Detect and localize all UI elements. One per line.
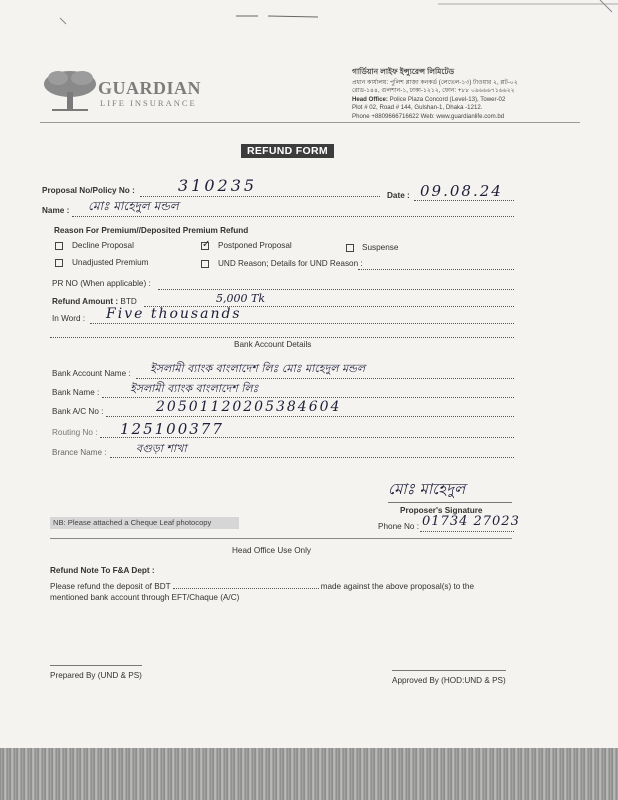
signature-line — [388, 502, 512, 503]
phone-line — [420, 531, 514, 532]
scan-edge-bottom — [0, 748, 618, 800]
in-word-line-2 — [50, 337, 514, 338]
bank-name-value[interactable]: ইসলামী ব্যাংক বাংলাদেশ লিঃ — [130, 382, 259, 395]
reason-label-unadjusted: Unadjusted Premium — [72, 258, 149, 267]
routing-no-label: Routing No : — [52, 428, 98, 437]
header-divider — [40, 122, 580, 123]
bank-account-name-label: Bank Account Name : — [52, 369, 131, 378]
checkbox-und-reason[interactable] — [201, 260, 209, 268]
name-label: Name : — [42, 206, 70, 215]
proposal-field-line — [140, 196, 380, 197]
head-office-line2: Plot # 02, Road # 144, Gulshan-1, Dhaka -1212. — [352, 104, 483, 111]
prepared-by-line — [50, 665, 142, 666]
head-office-use-heading: Head Office Use Only — [232, 546, 312, 555]
refund-amount-value[interactable]: 5,000 Tk — [216, 292, 265, 305]
form-title: REFUND FORM — [241, 144, 334, 158]
refund-note-paragraph — [50, 581, 510, 603]
refund-note-heading: Refund Note To F&A Dept : — [50, 566, 155, 575]
company-subtitle-en: LIFE INSURANCE — [100, 98, 197, 108]
refund-currency: BTD — [120, 297, 137, 306]
checkbox-postponed[interactable] — [201, 242, 209, 250]
in-word-value[interactable]: Five thousands — [106, 306, 242, 322]
proposal-value[interactable]: 310235 — [178, 176, 258, 195]
reason-label-decline: Decline Proposal — [72, 241, 134, 250]
checkbox-suspense[interactable] — [346, 244, 354, 252]
scan-edge-top — [0, 0, 618, 28]
company-name-bn: গার্ডিয়ান লাইফ ইন্স্যুরেন্স লিমিটেড — [352, 67, 455, 76]
head-office-line1: Police Plaza Concord (Level-13), Tower-02 — [389, 96, 506, 103]
approved-by: Approved By (HOD:UND & PS) — [392, 676, 506, 685]
checkbox-decline[interactable] — [55, 242, 63, 250]
signature-label: Proposer's Signature — [400, 506, 483, 515]
reason-label-und: UND Reason; Details for UND Reason : — [218, 259, 363, 268]
date-value[interactable]: 09.08.24 — [420, 182, 503, 200]
refund-note-part2: made against the above proposal(s) to the — [320, 582, 475, 591]
reason-label-postponed: Postponed Proposal — [218, 241, 292, 250]
refund-deposit-blank[interactable] — [173, 588, 319, 589]
bank-ac-no-label: Bank A/C No : — [52, 407, 104, 416]
refund-amount-label: Refund Amount : — [52, 297, 119, 306]
company-name-en: GUARDIAN — [98, 78, 201, 98]
head-office-label: Head Office: — [352, 96, 388, 103]
in-word-label: In Word : — [52, 314, 86, 323]
bank-heading: Bank Account Details — [234, 340, 312, 349]
in-word-line-1 — [90, 323, 514, 324]
date-field-line — [414, 200, 514, 201]
reason-label-suspense: Suspense — [362, 243, 399, 252]
branch-name-label: Brance Name : — [52, 448, 107, 457]
phone-value[interactable]: 01734 27023 — [422, 514, 520, 529]
pr-no-label: PR NO (When applicable) : — [52, 279, 151, 288]
phone-label: Phone No : — [378, 522, 419, 531]
und-reason-line — [358, 269, 514, 270]
refund-note-part1: Please refund the deposit of BDT — [50, 582, 171, 591]
routing-no-value[interactable]: 125100377 — [120, 420, 224, 438]
address-bn-1: প্রধান কার্যালয়: পুলিশ প্লাজা কনকর্ড (লেভেল-১৩) টাওয়ার ২, প্লট-০২ — [352, 79, 518, 86]
reason-heading: Reason For Premium//Deposited Premium Refund — [54, 226, 249, 235]
branch-name-value[interactable]: বগুড়া শাখা — [136, 442, 187, 455]
bank-account-name-value[interactable]: ইসলামী ব্যাংক বাংলাদেশ লিঃ মোঃ মাহেদুল মন্ডল — [150, 362, 366, 375]
address-bn-2: রোড-১৪৪, গুলশান-১, ঢাকা-১২১২, ফোন: +৮৮ ০৯৬৬৬৭১৬৬২২ — [352, 87, 515, 94]
bank-ac-no-line — [106, 416, 514, 417]
head-office-divider — [50, 538, 512, 539]
approved-by-line — [392, 670, 506, 671]
prepared-by: Prepared By (UND & PS) — [50, 671, 142, 680]
name-value[interactable]: মোঃ মাহেদুল মন্ডল — [88, 199, 179, 213]
signature-handwritten: মোঃ মাহেদুল — [388, 480, 466, 498]
refund-note-part3: mentioned bank account through EFT/Chaque (A/C) — [50, 593, 240, 602]
bank-name-label: Bank Name : — [52, 388, 100, 397]
pr-no-field-line — [158, 289, 514, 290]
proposal-label: Proposal No/Policy No : — [42, 186, 135, 195]
date-label: Date : — [387, 191, 410, 200]
contact-line: Phone +8809666716622 Web: www.guardianlife.com.bd — [352, 113, 505, 120]
bank-ac-no-value[interactable]: 20501120205384604 — [156, 399, 342, 415]
checkbox-unadjusted[interactable] — [55, 259, 63, 267]
cheque-note: NB: Please attached a Cheque Leaf photocopy — [50, 517, 239, 529]
